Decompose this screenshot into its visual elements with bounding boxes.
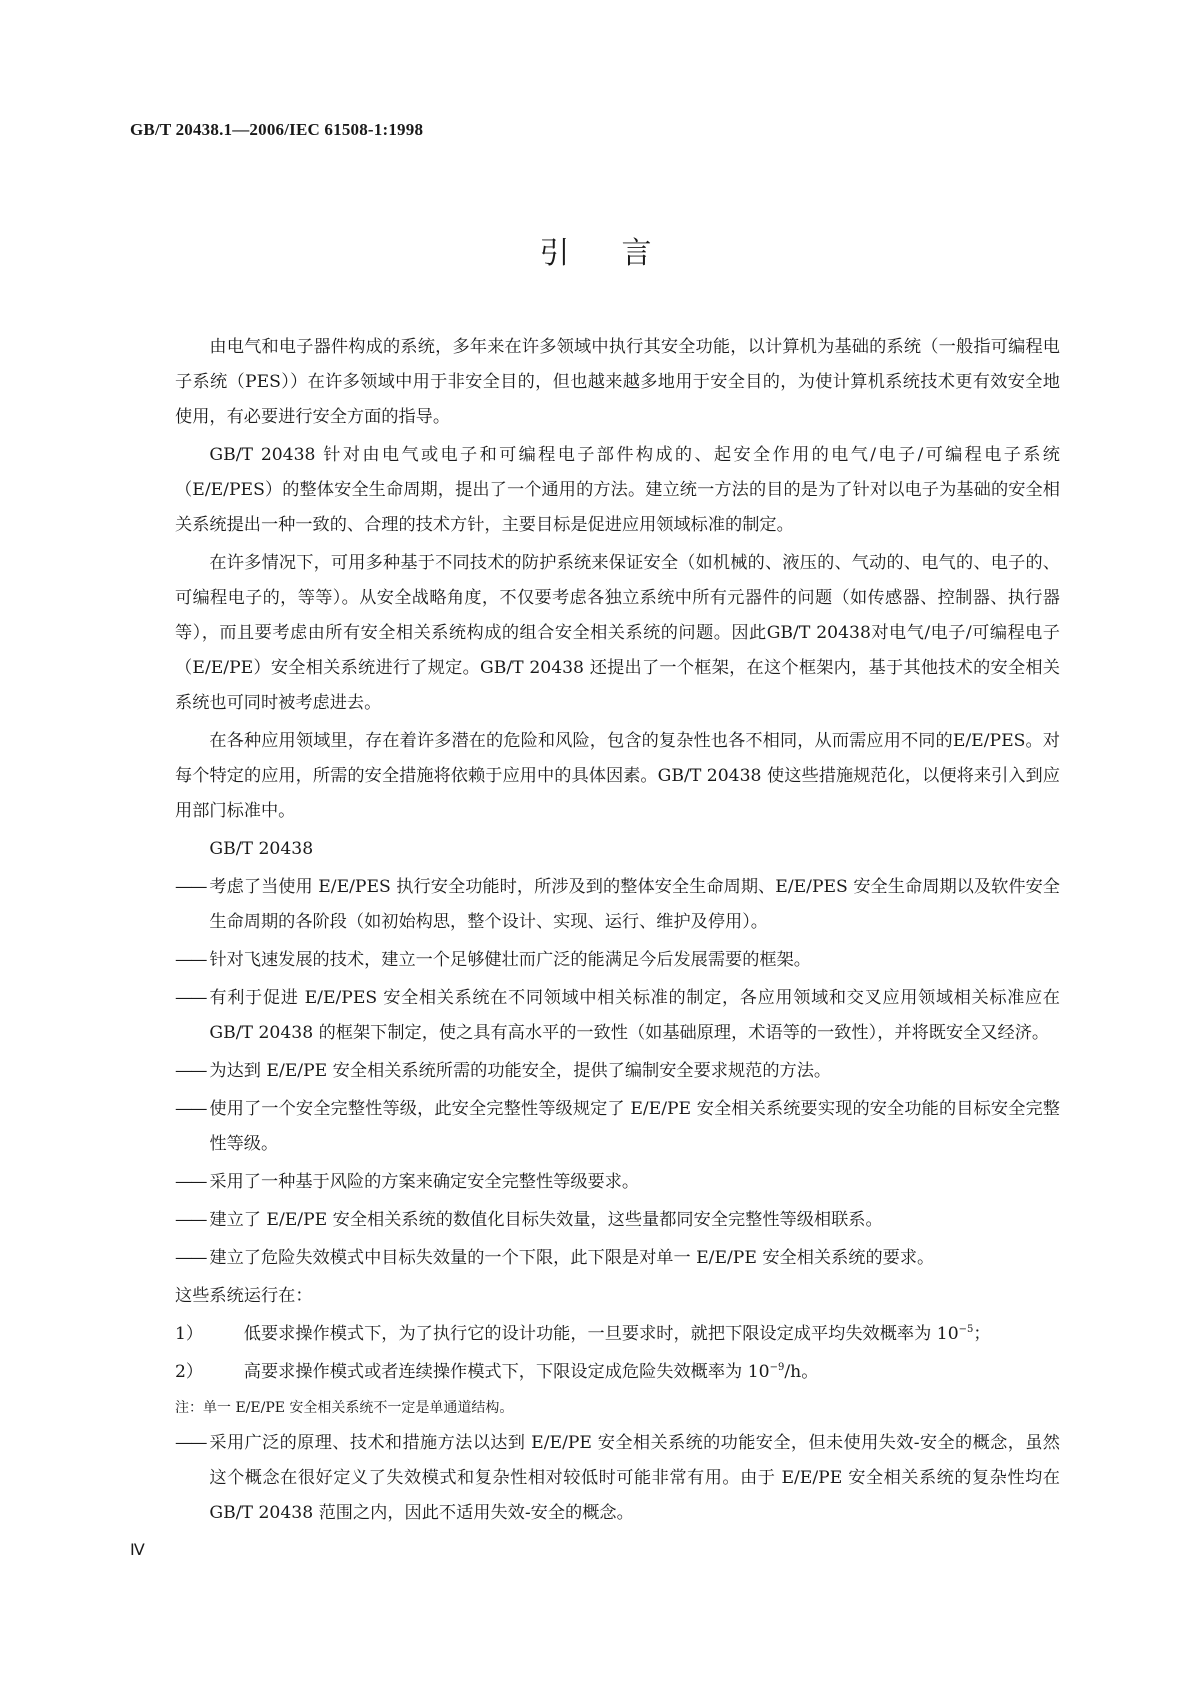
dash-item-text: 采用广泛的原理、技术和措施方法以达到 E/E/PE 安全相关系统的功能安全，但未使用失效-安全的概念，虽然这个概念在很好定义了失效模式和复杂性相对较低时可能非常有用。由于 E/E/PE 安全相关系统的复杂性均在 GB/T 20438 范围之内，因此不适用失效-安全的概念。 <box>209 1433 1060 1523</box>
document-header: GB/T 20438.1—2006/IEC 61508-1:1998 <box>130 120 424 139</box>
dash-mark: —— <box>175 1172 206 1192</box>
dash-item-text: 建立了危险失效模式中目标失效量的一个下限，此下限是对单一 E/E/PE 安全相关系统的要求。 <box>209 1248 935 1268</box>
page-number: Ⅳ <box>130 1542 145 1559</box>
lead-text: GB/T 20438 <box>209 839 314 859</box>
paragraph: 由电气和电子器件构成的系统，多年来在许多领域中执行其安全功能，以计算机为基础的系统（一般指可编程电子系统（PES））在许多领域中用于非安全目的，但也越来越多地用于安全目的，为使计算机系统技术更有效安全地使用，有必要进行安全方面的指导。 <box>175 337 1060 427</box>
dash-mark: —— <box>175 1061 206 1081</box>
list-item-text: 低要求操作模式下，为了执行它的设计功能，一旦要求时，就把下限设定成平均失效概率为 10 <box>243 1324 959 1344</box>
list-item-tail: ； <box>973 1324 991 1344</box>
page-title: 引言 <box>539 236 704 271</box>
dash-item <box>175 1054 1060 1089</box>
list-number: 1） <box>175 1324 204 1344</box>
exponent: −9 <box>769 1362 785 1373</box>
list-item-text: 高要求操作模式或者连续操作模式下，下限设定成危险失效概率为 10 <box>243 1362 770 1382</box>
dash-item <box>175 870 1060 940</box>
dash-item-text: 为达到 E/E/PE 安全相关系统所需的功能安全，提供了编制安全要求规范的方法。 <box>209 1061 832 1081</box>
list-item-tail: /h。 <box>784 1362 819 1382</box>
dash-mark: —— <box>175 1210 206 1230</box>
dash-item <box>175 943 1060 978</box>
dash-item-text: 采用了一种基于风险的方案来确定安全完整性等级要求。 <box>209 1172 640 1192</box>
dash-mark: —— <box>175 988 206 1008</box>
dash-item-text: 有利于促进 E/E/PES 安全相关系统在不同领域中相关标准的制定，各应用领域和交叉应用领域相关标准应在 GB/T 20438 的框架下制定，使之具有高水平的一致性（如基础原理，术语等的一致性），并将既安全又经济。 <box>209 988 1060 1043</box>
run-intro: 这些系统运行在： <box>175 1286 313 1306</box>
dash-mark: —— <box>175 950 206 970</box>
dash-item-text: 考虑了当使用 E/E/PES 执行安全功能时，所涉及到的整体安全生命周期、E/E/PES 安全生命周期以及软件安全生命周期的各阶段（如初始构思，整个设计、实现、运行、维护及停用）。 <box>209 877 1060 932</box>
dash-item <box>175 1165 1060 1200</box>
body-content <box>175 330 1060 1534</box>
exponent: −5 <box>958 1324 974 1335</box>
dash-item-text: 针对飞速发展的技术，建立一个足够健壮而广泛的能满足今后发展需要的框架。 <box>209 950 811 970</box>
dash-item <box>175 1092 1060 1162</box>
dash-item <box>175 1426 1060 1531</box>
dash-mark: —— <box>175 877 206 897</box>
dash-mark: —— <box>175 1099 206 1119</box>
list-item <box>175 1355 1060 1390</box>
dash-item-text: 使用了一个安全完整性等级，此安全完整性等级规定了 E/E/PE 安全相关系统要实现的安全功能的目标安全完整性等级。 <box>209 1099 1060 1154</box>
list-number: 2） <box>175 1362 204 1382</box>
list-item <box>175 1317 1060 1352</box>
dash-item <box>175 1241 1060 1276</box>
paragraph: 在许多情况下，可用多种基于不同技术的防护系统来保证安全（如机械的、液压的、气动的、电气的、电子的、可编程电子的，等等）。从安全战略角度，不仅要考虑各独立系统中所有元器件的问题（如传感器、控制器、执行器等），而且要考虑由所有安全相关系统构成的组合安全相关系统的问题。因此GB/T 20438对电气/电子/可编程电子（E/E/PE）安全相关系统进行了规定。GB/T 20438 还提出了一个框架，在这个框架内，基于其他技术的安全相关系统也可同时被考虑进去。 <box>175 553 1060 713</box>
paragraph: 在各种应用领域里，存在着许多潜在的危险和风险，包含的复杂性也各不相同，从而需应用不同的E/E/PES。对每个特定的应用，所需的安全措施将依赖于应用中的具体因素。GB/T 20438 使这些措施规范化，以便将来引入到应用部门标准中。 <box>175 731 1060 821</box>
dash-item <box>175 981 1060 1051</box>
dash-mark: —— <box>175 1248 206 1268</box>
note: 注：单一 E/E/PE 安全相关系统不一定是单通道结构。 <box>175 1400 514 1416</box>
dash-item-text: 建立了 E/E/PE 安全相关系统的数值化目标失效量，这些量都同安全完整性等级相联系。 <box>209 1210 883 1230</box>
dash-item <box>175 1203 1060 1238</box>
paragraph: GB/T 20438 针对由电气或电子和可编程电子部件构成的、起安全作用的电气/电子/可编程电子系统（E/E/PES）的整体安全生命周期，提出了一个通用的方法。建立统一方法的目的是为了针对以电子为基础的安全相关系统提出一种一致的、合理的技术方针，主要目标是促进应用领域标准的制定。 <box>175 445 1060 535</box>
dash-mark: —— <box>175 1433 206 1453</box>
